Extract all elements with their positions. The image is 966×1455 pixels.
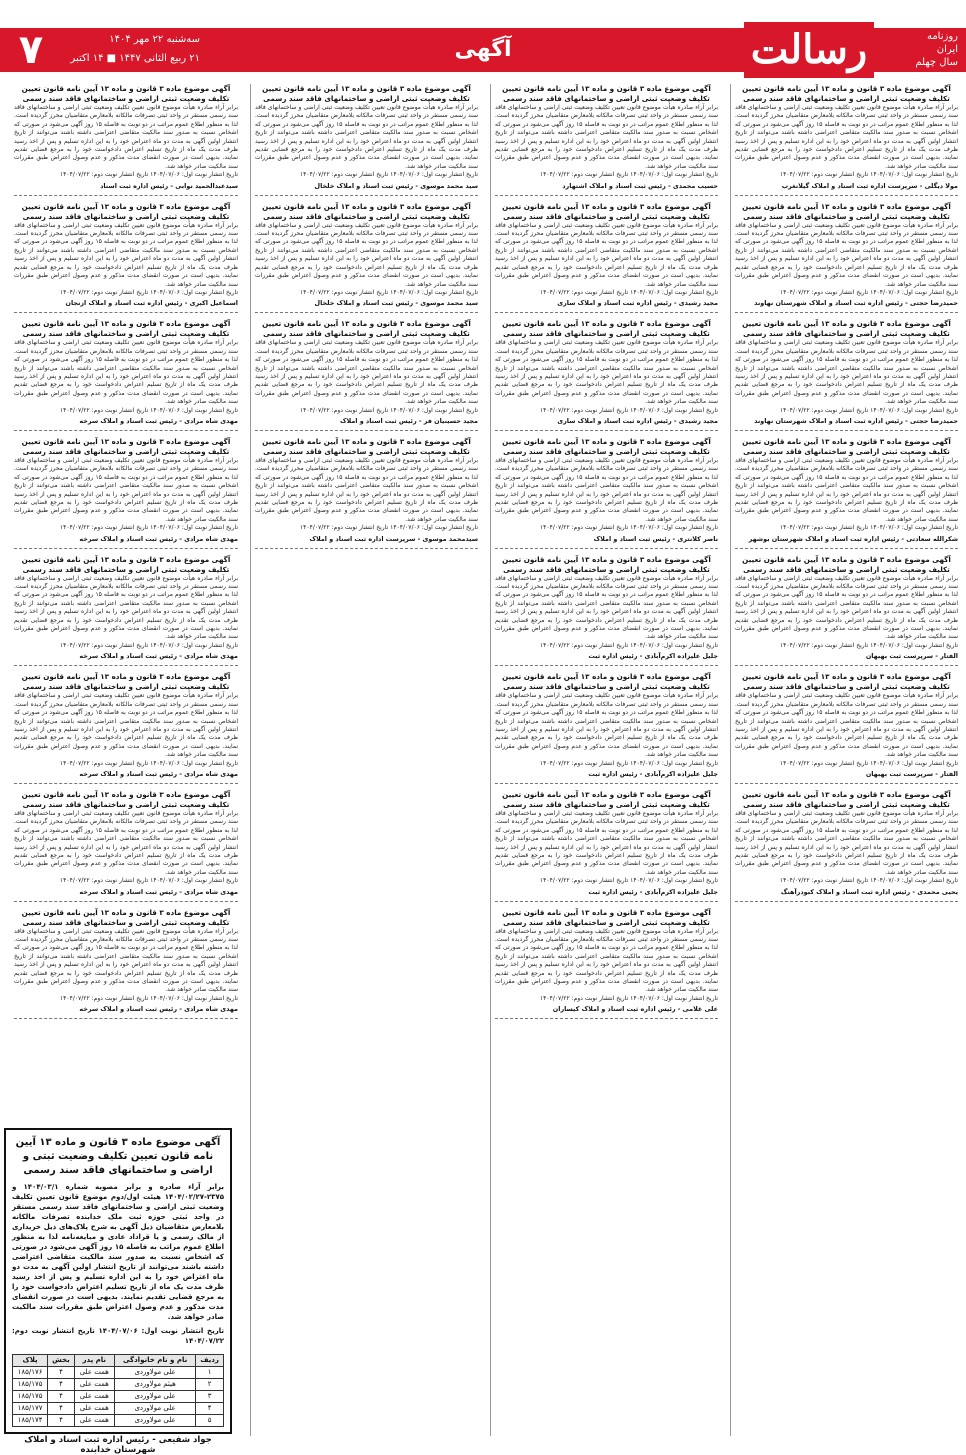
notice-title: آگهی موضوع ماده ۳ قانون و ماده ۱۳ آیین نامه قانون تعیین تکلیف وضعیت ثبتی اراضی و ساختمانهای فاقد سند رسمی (502, 436, 711, 456)
notice-signature: مجید حسینیان فر - رئیس ثبت اسناد و املاک (339, 416, 478, 425)
legal-notice (495, 790, 718, 902)
notice-body: برابر آراء صادره هیأت موضوع قانون تعیین تکلیف وضعیت ثبتی اراضی و ساختمانهای فاقد سند رسمی مستقر در واحد ثبتی تصرفات مالکانه بلامعارض متقاضیان محرز گردیده است. لذا به منظور اطلاع عموم مراتب در دو نوبت به فاصله ۱۵ روز آگهی می‌شود در صورتی که اشخاص نسبت به صدور سند مالکیت متقاضی اعتراضی داشته باشند می‌توانند از تاریخ انتشار اولین آگهی به مدت دو ماه اعتراض خود را به این اداره تسلیم و پس از اخذ رسید ظرف مدت یک ماه از تاریخ تسلیم اعتراض دادخواست خود را به مرجع قضایی تقدیم نمایند. بدیهی است در صورت انقضای مدت مذکور و عدم وصول اعتراض طبق مقررات سند مالکیت صادر خواهد شد. (735, 692, 958, 759)
legal-notice (735, 555, 958, 667)
notice-body: برابر آراء صادره هیأت موضوع قانون تعیین تکلیف وضعیت ثبتی اراضی و ساختمانهای فاقد سند رسمی مستقر در واحد ثبتی تصرفات مالکانه بلامعارض متقاضیان محرز گردیده است. لذا به منظور اطلاع عموم مراتب در دو نوبت به فاصله ۱۵ روز آگهی می‌شود در صورتی که اشخاص نسبت به صدور سند مالکیت متقاضی اعتراضی داشته باشند می‌توانند از تاریخ انتشار اولین آگهی به مدت دو ماه اعتراض خود را به این اداره تسلیم و پس از اخذ رسید ظرف مدت یک ماه از تاریخ تسلیم اعتراض دادخواست خود را به مرجع قضایی تقدیم نمایند. بدیهی است در صورت انقضای مدت مذکور و عدم وصول اعتراض طبق مقررات سند مالکیت صادر خواهد شد. (255, 104, 478, 170)
notice-dates: تاریخ انتشار نوبت اول: ۱۴۰۴/۰۷/۰۶ تاریخ انتشار نوبت دوم: ۱۴۰۴/۰۷/۲۲ (59, 288, 238, 296)
notice-signature: مولا دیگلی - سرپرست اداره ثبت اسناد و املاک گیلانغرب (781, 181, 958, 190)
notice-dates: تاریخ انتشار نوبت اول: ۱۴۰۴/۰۷/۰۶ تاریخ انتشار نوبت دوم: ۱۴۰۴/۰۷/۲۲ (779, 171, 958, 179)
notice-body: برابر آراء صادره هیأت موضوع قانون تعیین تکلیف وضعیت ثبتی اراضی و ساختمانهای فاقد سند رسمی مستقر در واحد ثبتی تصرفات مالکانه بلامعارض متقاضیان محرز گردیده است. لذا به منظور اطلاع عموم مراتب در دو نوبت به فاصله ۱۵ روز آگهی می‌شود در صورتی که اشخاص نسبت به صدور سند مالکیت متقاضی اعتراضی داشته باشند می‌توانند از تاریخ انتشار اولین آگهی به مدت دو ماه اعتراض خود را به این اداره تسلیم و پس از اخذ رسید ظرف مدت یک ماه از تاریخ تسلیم اعتراض دادخواست خود را به مرجع قضایی تقدیم نمایند. بدیهی است در صورت انقضای مدت مذکور و عدم وصول اعتراض طبق مقررات سند مالکیت صادر خواهد شد. (495, 692, 718, 759)
header-row-num: ردیف (196, 1355, 224, 1367)
table-cell: علی مولاوردی (114, 1367, 195, 1379)
notice-title: آگهی موضوع ماده ۳ قانون و ماده ۱۳ آیین نامه قانون تعیین تکلیف وضعیت ثبتی اراضی و ساختمانهای فاقد سند رسمی (742, 554, 951, 574)
legal-notice (495, 202, 718, 314)
notice-title: آگهی موضوع ماده ۳ قانون و ماده ۱۳ آیین نامه قانون تعیین تکلیف وضعیت ثبتی اراضی و ساختمانهای فاقد سند رسمی (742, 84, 951, 103)
year-label: سال چهلم (915, 57, 958, 68)
notice-title: آگهی موضوع ماده ۳ قانون و ماده ۱۳ آیین نامه قانون تعیین تکلیف وضعیت ثبتی اراضی و ساختمانهای فاقد سند رسمی (502, 789, 711, 809)
legal-notice (735, 84, 958, 196)
table-cell: علی مولاوردی (114, 1415, 195, 1427)
table-cell: علی مولاوردی (114, 1403, 195, 1415)
notice-dates: تاریخ انتشار نوبت اول: ۱۴۰۴/۰۷/۰۶ تاریخ انتشار نوبت دوم: ۱۴۰۴/۰۷/۲۲ (539, 524, 718, 532)
notice-title: آگهی موضوع ماده ۳ قانون و ماده ۱۳ آیین نامه قانون تعیین تکلیف وضعیت ثبتی اراضی و ساختمانهای فاقد سند رسمی (742, 436, 951, 456)
notice-body: برابر آراء صادره هیأت موضوع قانون تعیین تکلیف وضعیت ثبتی اراضی و ساختمانهای فاقد سند رسمی مستقر در واحد ثبتی تصرفات مالکانه بلامعارض متقاضیان محرز گردیده است. لذا به منظور اطلاع عموم مراتب در دو نوبت به فاصله ۱۵ روز آگهی می‌شود در صورتی که اشخاص نسبت به صدور سند مالکیت متقاضی اعتراضی داشته باشند می‌توانند از تاریخ انتشار اولین آگهی به مدت دو ماه اعتراض خود را به این اداره تسلیم و پس از اخذ رسید ظرف مدت یک ماه از تاریخ تسلیم اعتراض دادخواست خود را به مرجع قضایی تقدیم نمایند. بدیهی است در صورت انقضای مدت مذکور و عدم وصول اعتراض طبق مقررات سند مالکیت صادر خواهد شد. (255, 339, 478, 406)
notice-dates: تاریخ انتشار نوبت اول: ۱۴۰۴/۰۷/۰۶ تاریخ انتشار نوبت دوم: ۱۴۰۴/۰۷/۲۲ (59, 641, 238, 649)
notice-body: برابر آراء صادره هیأت موضوع قانون تعیین تکلیف وضعیت ثبتی اراضی و ساختمانهای فاقد سند رسمی مستقر در واحد ثبتی تصرفات مالکانه بلامعارض متقاضیان محرز گردیده است. لذا به منظور اطلاع عموم مراتب در دو نوبت به فاصله ۱۵ روز آگهی می‌شود در صورتی که اشخاص نسبت به صدور سند مالکیت متقاضی اعتراضی داشته باشند می‌توانند از تاریخ انتشار اولین آگهی به مدت دو ماه اعتراض خود را به این اداره تسلیم و پس از اخذ رسید ظرف مدت یک ماه از تاریخ تسلیم اعتراض دادخواست خود را به مرجع قضایی تقدیم نمایند. بدیهی است در صورت انقضای مدت مذکور و عدم وصول اعتراض طبق مقررات سند مالکیت صادر خواهد شد. (495, 574, 718, 641)
brand-line-1: روزنامه (926, 31, 958, 42)
table-cell: ۱۸۵/۱۷۵ (13, 1391, 48, 1403)
notice-signature: جلیل علیزاده اکرم‌آبادی - رئیس اداره ثبت (588, 652, 718, 661)
header-section: بخش (48, 1355, 75, 1367)
table-cell: ۱۸۵/۱۷۷ (13, 1403, 48, 1415)
notice-title: آگهی موضوع ماده ۳ قانون و ماده ۱۳ آیین نامه قانون تعیین تکلیف وضعیت ثبتی اراضی و ساختمانهای فاقد سند رسمی (262, 201, 471, 221)
notice-dates: تاریخ انتشار نوبت اول: ۱۴۰۴/۰۷/۰۶ تاریخ انتشار نوبت دوم: ۱۴۰۴/۰۷/۲۲ (539, 877, 718, 885)
notice-dates: تاریخ انتشار نوبت اول: ۱۴۰۴/۰۷/۰۶ تاریخ انتشار نوبت دوم: ۱۴۰۴/۰۷/۲۲ (299, 524, 478, 532)
notice-dates: تاریخ انتشار نوبت اول: ۱۴۰۴/۰۷/۰۶ تاریخ انتشار نوبت دوم: ۱۴۰۴/۰۷/۲۲ (539, 171, 718, 179)
legal-notice (255, 202, 478, 314)
notice-dates: تاریخ انتشار نوبت اول: ۱۴۰۴/۰۷/۰۶ تاریخ انتشار نوبت دوم: ۱۴۰۴/۰۷/۲۲ (779, 406, 958, 414)
legal-notice (14, 790, 238, 902)
newspaper-logo: رسالت (744, 22, 874, 78)
notice-dates: تاریخ انتشار نوبت اول: ۱۴۰۴/۰۷/۰۶ تاریخ انتشار نوبت دوم: ۱۴۰۴/۰۷/۲۲ (299, 288, 478, 296)
table-cell: همت علی (74, 1367, 114, 1379)
notice-signature: ناصر کلانتری - رئیس ثبت اسناد و املاک (593, 534, 718, 543)
newspaper-issue-info (878, 30, 958, 70)
notice-body: برابر آراء صادره هیأت موضوع قانون تعیین تکلیف وضعیت ثبتی اراضی و ساختمانهای فاقد سند رسمی مستقر در واحد ثبتی تصرفات مالکانه بلامعارض متقاضیان محرز گردیده است. لذا به منظور اطلاع عموم مراتب در دو نوبت به فاصله ۱۵ روز آگهی می‌شود در صورتی که اشخاص نسبت به صدور سند مالکیت متقاضی اعتراضی داشته باشند می‌توانند از تاریخ انتشار اولین آگهی به مدت دو ماه اعتراض خود را به این اداره تسلیم و پس از اخذ رسید ظرف مدت یک ماه از تاریخ تسلیم اعتراض دادخواست خود را به مرجع قضایی تقدیم نمایند. بدیهی است در صورت انقضای مدت مذکور و عدم وصول اعتراض طبق مقررات سند مالکیت صادر خواهد شد. (495, 809, 718, 876)
legal-notice (14, 319, 238, 431)
legal-notice (14, 908, 238, 1020)
header-plaque: پلاک (13, 1355, 48, 1367)
notice-dates: تاریخ انتشار نوبت اول: ۱۴۰۴/۰۷/۰۶ تاریخ انتشار نوبت دوم: ۱۴۰۴/۰۷/۲۲ (539, 288, 718, 296)
notice-dates: تاریخ انتشار نوبت اول: ۱۴۰۴/۰۷/۰۶ تاریخ انتشار نوبت دوم: ۱۴۰۴/۰۷/۲۲ (59, 877, 238, 885)
notice-signature: حسیب محمدی - رئیس ثبت اسناد و املاک اشتهارد (562, 181, 718, 190)
notice-dates: تاریخ انتشار نوبت اول: ۱۴۰۴/۰۷/۰۶ تاریخ انتشار نوبت دوم: ۱۴۰۴/۰۷/۲۲ (59, 406, 238, 414)
notice-signature: مهدی شاه مرادی - رئیس ثبت اسناد و املاک سرخه (79, 416, 238, 425)
notice-title: آگهی موضوع ماده ۳ قانون و ماده ۱۳ آیین نامه قانون تعیین تکلیف وضعیت ثبتی اراضی و ساختمانهای فاقد سند رسمی (502, 319, 711, 339)
notice-body: برابر آراء صادره هیأت موضوع قانون تعیین تکلیف وضعیت ثبتی اراضی و ساختمانهای فاقد سند رسمی مستقر در واحد ثبتی تصرفات مالکانه بلامعارض متقاضیان محرز گردیده است. لذا به منظور اطلاع عموم مراتب در دو نوبت به فاصله ۱۵ روز آگهی می‌شود در صورتی که اشخاص نسبت به صدور سند مالکیت متقاضی اعتراضی داشته باشند می‌توانند از تاریخ انتشار اولین آگهی به مدت دو ماه اعتراض خود را به این اداره تسلیم و پس از اخذ رسید ظرف مدت یک ماه از تاریخ تسلیم اعتراض دادخواست خود را به مرجع قضایی تقدیم نمایند. بدیهی است در صورت انقضای مدت مذکور و عدم وصول اعتراض طبق مقررات سند مالکیت صادر خواهد شد. (735, 574, 958, 641)
notice-signature: سیدمحمد موسوی - سرپرست اداره ثبت اسناد و املاک (309, 534, 478, 543)
notice-title: آگهی موضوع ماده ۳ قانون و ماده ۱۳ آیین نامه قانون تعیین تکلیف وضعیت ثبتی اراضی و ساختمانهای فاقد سند رسمی (262, 319, 471, 339)
notice-signature: الفتار - سرپرست ثبت بهبهان (865, 769, 958, 778)
notice-signature: جلیل علیزاده اکرم‌آبادی - رئیس اداره ثبت (588, 769, 718, 778)
page-number: ۷ (18, 27, 44, 73)
date-line-2: ۲۱ ربیع الثانی ۱۴۴۷ ■ ۱۴ اکتبر ۲۰۲۵ (70, 53, 200, 83)
notice-dates: تاریخ انتشار نوبت اول: ۱۴۰۴/۰۷/۰۶ تاریخ انتشار نوبت دوم: ۱۴۰۴/۰۷/۲۲ (59, 994, 238, 1002)
legal-notice (495, 319, 718, 431)
notice-title: آگهی موضوع ماده ۳ قانون و ماده ۱۳ آیین نامه قانون تعیین تکلیف وضعیت ثبتی اراضی و ساختمانهای فاقد سند رسمی (502, 84, 711, 103)
notice-signature: یحیی محمدی - رئیس اداره ثبت اسناد و املاک کبودرآهنگ (780, 887, 958, 896)
notice-body: برابر آراء صادره هیأت موضوع قانون تعیین تکلیف وضعیت ثبتی اراضی و ساختمانهای فاقد سند رسمی مستقر در واحد ثبتی تصرفات مالکانه بلامعارض متقاضیان محرز گردیده است. لذا به منظور اطلاع عموم مراتب در دو نوبت به فاصله ۱۵ روز آگهی می‌شود در صورتی که اشخاص نسبت به صدور سند مالکیت متقاضی اعتراضی داشته باشند می‌توانند از تاریخ انتشار اولین آگهی به مدت دو ماه اعتراض خود را به این اداره تسلیم و پس از اخذ رسید ظرف مدت یک ماه از تاریخ تسلیم اعتراض دادخواست خود را به مرجع قضایی تقدیم نمایند. بدیهی است در صورت انقضای مدت مذکور و عدم وصول اعتراض طبق مقررات سند مالکیت صادر خواهد شد. (14, 927, 238, 994)
legal-notice (735, 790, 958, 902)
notice-title: آگهی موضوع ماده ۳ قانون و ماده ۱۳ آیین نامه قانون تعیین تکلیف وضعیت ثبتی اراضی و ساختمانهای فاقد سند رسمی (502, 672, 711, 692)
notice-body: برابر آراء صادره هیأت موضوع قانون تعیین تکلیف وضعیت ثبتی اراضی و ساختمانهای فاقد سند رسمی مستقر در واحد ثبتی تصرفات مالکانه بلامعارض متقاضیان محرز گردیده است. لذا به منظور اطلاع عموم مراتب در دو نوبت به فاصله ۱۵ روز آگهی می‌شود در صورتی که اشخاص نسبت به صدور سند مالکیت متقاضی اعتراضی داشته باشند می‌توانند از تاریخ انتشار اولین آگهی به مدت دو ماه اعتراض خود را به این اداره تسلیم و پس از اخذ رسید ظرف مدت یک ماه از تاریخ تسلیم اعتراض دادخواست خود را به مرجع قضایی تقدیم نمایند. بدیهی است در صورت انقضای مدت مذکور و عدم وصول اعتراض طبق مقررات سند مالکیت صادر خواهد شد. (14, 221, 238, 288)
notice-signature: شکرالله سعادتی - رئیس اداره ثبت اسناد و املاک شهرستان بوشهر (748, 534, 958, 543)
notice-signature: مهدی شاه مرادی - رئیس ثبت اسناد و املاک سرخه (79, 887, 238, 896)
legal-notice (14, 555, 238, 667)
notice-title: آگهی موضوع ماده ۳ قانون و ماده ۱۳ آیین نامه قانون تعیین تکلیف وضعیت ثبتی اراضی و ساختمانهای فاقد سند رسمی (21, 201, 231, 221)
ads-column-3 (250, 84, 482, 1436)
table-row (13, 1403, 224, 1415)
notice-signature: مجید رشیدی - رئیس اداره ثبت اسناد و املاک ساری (557, 416, 718, 425)
box-ad-dates: تاریخ انتشار نوبت اول: ۱۴۰۴/۰۷/۰۶ تاریخ انتشار نوبت دوم: ۱۴۰۴/۰۷/۲۲ (12, 1327, 224, 1345)
notice-body: برابر آراء صادره هیأت موضوع قانون تعیین تکلیف وضعیت ثبتی اراضی و ساختمانهای فاقد سند رسمی مستقر در واحد ثبتی تصرفات مالکانه بلامعارض متقاضیان محرز گردیده است. لذا به منظور اطلاع عموم مراتب در دو نوبت به فاصله ۱۵ روز آگهی می‌شود در صورتی که اشخاص نسبت به صدور سند مالکیت متقاضی اعتراضی داشته باشند می‌توانند از تاریخ انتشار اولین آگهی به مدت دو ماه اعتراض خود را به این اداره تسلیم و پس از اخذ رسید ظرف مدت یک ماه از تاریخ تسلیم اعتراض دادخواست خود را به مرجع قضایی تقدیم نمایند. بدیهی است در صورت انقضای مدت مذکور و عدم وصول اعتراض طبق مقررات سند مالکیت صادر خواهد شد. (14, 809, 238, 876)
notice-body: برابر آراء صادره هیأت موضوع قانون تعیین تکلیف وضعیت ثبتی اراضی و ساختمانهای فاقد سند رسمی مستقر در واحد ثبتی تصرفات مالکانه بلامعارض متقاضیان محرز گردیده است. لذا به منظور اطلاع عموم مراتب در دو نوبت به فاصله ۱۵ روز آگهی می‌شود در صورتی که اشخاص نسبت به صدور سند مالکیت متقاضی اعتراضی داشته باشند می‌توانند از تاریخ انتشار اولین آگهی به مدت دو ماه اعتراض خود را به این اداره تسلیم و پس از اخذ رسید ظرف مدت یک ماه از تاریخ تسلیم اعتراض دادخواست خود را به مرجع قضایی تقدیم نمایند. بدیهی است در صورت انقضای مدت مذکور و عدم وصول اعتراض طبق مقررات سند مالکیت صادر خواهد شد. (735, 809, 958, 876)
notice-title: آگهی موضوع ماده ۳ قانون و ماده ۱۳ آیین نامه قانون تعیین تکلیف وضعیت ثبتی اراضی و ساختمانهای فاقد سند رسمی (21, 554, 231, 574)
legal-notice (735, 319, 958, 431)
legal-notice (255, 319, 478, 431)
notice-title: آگهی موضوع ماده ۳ قانون و ماده ۱۳ آیین نامه قانون تعیین تکلیف وضعیت ثبتی اراضی و ساختمانهای فاقد سند رسمی (262, 84, 471, 103)
notice-signature: سید محمد موسوی - رئیس ثبت اسناد و املاک خلخال (314, 299, 478, 308)
notice-body: برابر آراء صادره هیأت موضوع قانون تعیین تکلیف وضعیت ثبتی اراضی و ساختمانهای فاقد سند رسمی مستقر در واحد ثبتی تصرفات مالکانه بلامعارض متقاضیان محرز گردیده است. لذا به منظور اطلاع عموم مراتب در دو نوبت به فاصله ۱۵ روز آگهی می‌شود در صورتی که اشخاص نسبت به صدور سند مالکیت متقاضی اعتراضی داشته باشند می‌توانند از تاریخ انتشار اولین آگهی به مدت دو ماه اعتراض خود را به این اداره تسلیم و پس از اخذ رسید ظرف مدت یک ماه از تاریخ تسلیم اعتراض دادخواست خود را به مرجع قضایی تقدیم نمایند. بدیهی است در صورت انقضای مدت مذکور و عدم وصول اعتراض طبق مقررات سند مالکیت صادر خواهد شد. (495, 339, 718, 406)
notice-title: آگهی موضوع ماده ۳ قانون و ماده ۱۳ آیین نامه قانون تعیین تکلیف وضعیت ثبتی اراضی و ساختمانهای فاقد سند رسمی (742, 319, 951, 339)
legal-notice (495, 672, 718, 784)
legal-notice (735, 672, 958, 784)
box-ad-title: آگهی موضوع ماده ۳ قانون و ماده ۱۳ آیین نامه قانون تعیین تکلیف وضعیت ثبتی و اراضی و ساختمانهای فاقد سند رسمی (15, 1137, 221, 1176)
notice-title: آگهی موضوع ماده ۳ قانون و ماده ۱۳ آیین نامه قانون تعیین تکلیف وضعیت ثبتی اراضی و ساختمانهای فاقد سند رسمی (502, 554, 711, 574)
notice-signature: حمیدرضا حجتی - رئیس اداره ثبت اسناد و املاک شهرستان نهاوند (754, 416, 958, 425)
legal-notice (735, 437, 958, 549)
notice-title: آگهی موضوع ماده ۳ قانون و ماده ۱۳ آیین نامه قانون تعیین تکلیف وضعیت ثبتی اراضی و ساختمانهای فاقد سند رسمی (21, 789, 231, 809)
notice-title: آگهی موضوع ماده ۳ قانون و ماده ۱۳ آیین نامه قانون تعیین تکلیف وضعیت ثبتی اراضی و ساختمانهای فاقد سند رسمی (262, 436, 471, 456)
notice-title: آگهی موضوع ماده ۳ قانون و ماده ۱۳ آیین نامه قانون تعیین تکلیف وضعیت ثبتی اراضی و ساختمانهای فاقد سند رسمی (21, 319, 231, 339)
notice-dates: تاریخ انتشار نوبت اول: ۱۴۰۴/۰۷/۰۶ تاریخ انتشار نوبت دوم: ۱۴۰۴/۰۷/۲۲ (539, 641, 718, 649)
box-ad-body: برابر آراء صادره و برابر مصوبه شماره ۱۴۰۴/۰۳/۱ و ۲۳۷۵-۱۴۰۴/۰۲/۲۷ هیئت اول/دوم موضوع قانون تعیین تکلیف وضعیت ثبتی اراضی و ساختمانهای فاقد سند رسمی مستقر در واحد ثبتی حوزه ثبت ملک خدابنده تصرفات مالکانه بلامعارض متقاضیان ذیل آگهی به شرح پلاک‌های ذیل خریداری از مالک رسمی و یا قراداد عادی و مبایعه‌نامه لذا به منظور اطلاع عموم مراتب به فاصله ۱۵ روز آگهی می‌شود در صورتی که اشخاص نسبت به صدور سند مالکیت متقاضی اعتراضی داشته باشند می‌توانند از تاریخ انتشار اولین آگهی به مدت دو ماه اعتراض خود را به این اداره تسلیم و پس از اخذ رسید ظرف مدت یک ماه از تاریخ تسلیم اعتراض دادخواست خود را به مرجع قضایی تقدیم نمایند. بدیهی است در صورت انقضای مدت مذکور و عدم وصول اعتراض طبق مقررات سند مالکیت صادر خواهد شد. (12, 1183, 224, 1321)
table-cell: ۱۸۵/۱۷۴ (13, 1415, 48, 1427)
table-cell: ۴ (196, 1403, 224, 1415)
header-name: نام و نام خانوادگی (114, 1355, 195, 1367)
notice-dates: تاریخ انتشار نوبت اول: ۱۴۰۴/۰۷/۰۶ تاریخ انتشار نوبت دوم: ۱۴۰۴/۰۷/۲۲ (779, 641, 958, 649)
notice-body: برابر آراء صادره هیأت موضوع قانون تعیین تکلیف وضعیت ثبتی اراضی و ساختمانهای فاقد سند رسمی مستقر در واحد ثبتی تصرفات مالکانه بلامعارض متقاضیان محرز گردیده است. لذا به منظور اطلاع عموم مراتب در دو نوبت به فاصله ۱۵ روز آگهی می‌شود در صورتی که اشخاص نسبت به صدور سند مالکیت متقاضی اعتراضی داشته باشند می‌توانند از تاریخ انتشار اولین آگهی به مدت دو ماه اعتراض خود را به این اداره تسلیم و پس از اخذ رسید ظرف مدت یک ماه از تاریخ تسلیم اعتراض دادخواست خود را به مرجع قضایی تقدیم نمایند. بدیهی است در صورت انقضای مدت مذکور و عدم وصول اعتراض طبق مقررات سند مالکیت صادر خواهد شد. (735, 339, 958, 406)
notice-dates: تاریخ انتشار نوبت اول: ۱۴۰۴/۰۷/۰۶ تاریخ انتشار نوبت دوم: ۱۴۰۴/۰۷/۲۲ (779, 877, 958, 885)
owners-table-body (13, 1367, 224, 1427)
notice-dates: تاریخ انتشار نوبت اول: ۱۴۰۴/۰۷/۰۶ تاریخ انتشار نوبت دوم: ۱۴۰۴/۰۷/۲۲ (299, 171, 478, 179)
notice-dates: تاریخ انتشار نوبت اول: ۱۴۰۴/۰۷/۰۶ تاریخ انتشار نوبت دوم: ۱۴۰۴/۰۷/۲۲ (59, 759, 238, 767)
table-cell: همت علی (74, 1415, 114, 1427)
notice-signature: مهدی شاه مرادی - رئیس ثبت اسناد و املاک سرخه (79, 652, 238, 661)
notice-body: برابر آراء صادره هیأت موضوع قانون تعیین تکلیف وضعیت ثبتی اراضی و ساختمانهای فاقد سند رسمی مستقر در واحد ثبتی تصرفات مالکانه بلامعارض متقاضیان محرز گردیده است. لذا به منظور اطلاع عموم مراتب در دو نوبت به فاصله ۱۵ روز آگهی می‌شود در صورتی که اشخاص نسبت به صدور سند مالکیت متقاضی اعتراضی داشته باشند می‌توانند از تاریخ انتشار اولین آگهی به مدت دو ماه اعتراض خود را به این اداره تسلیم و پس از اخذ رسید ظرف مدت یک ماه از تاریخ تسلیم اعتراض دادخواست خود را به مرجع قضایی تقدیم نمایند. بدیهی است در صورت انقضای مدت مذکور و عدم وصول اعتراض طبق مقررات سند مالکیت صادر خواهد شد. (735, 456, 958, 523)
legal-notice (14, 202, 238, 314)
notice-signature: سیدعبدالحمید نوابی - رئیس اداره ثبت اسناد (100, 181, 238, 190)
table-cell: ۱۸۵/۱۷۵ (13, 1379, 48, 1391)
notice-signature: سید محمد موسوی - رئیس ثبت اسناد و املاک خلخال (314, 181, 478, 190)
notice-title: آگهی موضوع ماده ۳ قانون و ماده ۱۳ آیین نامه قانون تعیین تکلیف وضعیت ثبتی اراضی و ساختمانهای فاقد سند رسمی (21, 672, 231, 692)
header-father: نام پدر (74, 1355, 114, 1367)
notice-signature: جلیل علیزاده اکرم‌آبادی - رئیس اداره ثبت (588, 887, 718, 896)
table-cell: ۴ (48, 1415, 75, 1427)
legal-notice (495, 908, 718, 1020)
notice-signature: مجید رشیدی - رئیس اداره ثبت اسناد و املاک ساری (557, 299, 718, 308)
table-cell: ۱۸۵/۱۷۶ (13, 1367, 48, 1379)
notice-title: آگهی موضوع ماده ۳ قانون و ماده ۱۳ آیین نامه قانون تعیین تکلیف وضعیت ثبتی اراضی و ساختمانهای فاقد سند رسمی (502, 907, 711, 927)
table-cell: همت علی (74, 1391, 114, 1403)
notice-title: آگهی موضوع ماده ۳ قانون و ماده ۱۳ آیین نامه قانون تعیین تکلیف وضعیت ثبتی اراضی و ساختمانهای فاقد سند رسمی (21, 436, 231, 456)
notice-dates: تاریخ انتشار نوبت اول: ۱۴۰۴/۰۷/۰۶ تاریخ انتشار نوبت دوم: ۱۴۰۴/۰۷/۲۲ (59, 171, 238, 179)
notice-body: برابر آراء صادره هیأت موضوع قانون تعیین تکلیف وضعیت ثبتی اراضی و ساختمانهای فاقد سند رسمی مستقر در واحد ثبتی تصرفات مالکانه بلامعارض متقاضیان محرز گردیده است. لذا به منظور اطلاع عموم مراتب در دو نوبت به فاصله ۱۵ روز آگهی می‌شود در صورتی که اشخاص نسبت به صدور سند مالکیت متقاضی اعتراضی داشته باشند می‌توانند از تاریخ انتشار اولین آگهی به مدت دو ماه اعتراض خود را به این اداره تسلیم و پس از اخذ رسید ظرف مدت یک ماه از تاریخ تسلیم اعتراض دادخواست خود را به مرجع قضایی تقدیم نمایند. بدیهی است در صورت انقضای مدت مذکور و عدم وصول اعتراض طبق مقررات سند مالکیت صادر خواهد شد. (735, 104, 958, 170)
table-cell: ۱ (196, 1367, 224, 1379)
section-title: آگهی (454, 37, 512, 62)
legal-notice (495, 555, 718, 667)
notice-signature: علی غلامی - رئیس اداره ثبت اسناد و املاک کیساران (552, 1005, 718, 1014)
box-ad-signature: جواد شفیعی - رئیس اداره ثبت اسناد و املاک شهرستان خدابنده (24, 1435, 212, 1455)
notice-dates: تاریخ انتشار نوبت اول: ۱۴۰۴/۰۷/۰۶ تاریخ انتشار نوبت دوم: ۱۴۰۴/۰۷/۲۲ (299, 406, 478, 414)
legal-notice (255, 437, 478, 549)
legal-notice (255, 84, 478, 196)
newspaper-header (0, 0, 966, 83)
table-cell: ۴ (48, 1403, 75, 1415)
notice-body: برابر آراء صادره هیأت موضوع قانون تعیین تکلیف وضعیت ثبتی اراضی و ساختمانهای فاقد سند رسمی مستقر در واحد ثبتی تصرفات مالکانه بلامعارض متقاضیان محرز گردیده است. لذا به منظور اطلاع عموم مراتب در دو نوبت به فاصله ۱۵ روز آگهی می‌شود در صورتی که اشخاص نسبت به صدور سند مالکیت متقاضی اعتراضی داشته باشند می‌توانند از تاریخ انتشار اولین آگهی به مدت دو ماه اعتراض خود را به این اداره تسلیم و پس از اخذ رسید ظرف مدت یک ماه از تاریخ تسلیم اعتراض دادخواست خود را به مرجع قضایی تقدیم نمایند. بدیهی است در صورت انقضای مدت مذکور و عدم وصول اعتراض طبق مقررات سند مالکیت صادر خواهد شد. (495, 927, 718, 994)
table-cell: هیثم مولاوردی (114, 1379, 195, 1391)
notice-title: آگهی موضوع ماده ۳ قانون و ماده ۱۳ آیین نامه قانون تعیین تکلیف وضعیت ثبتی اراضی و ساختمانهای فاقد سند رسمی (21, 907, 231, 927)
legal-notice (735, 202, 958, 314)
notice-body: برابر آراء صادره هیأت موضوع قانون تعیین تکلیف وضعیت ثبتی اراضی و ساختمانهای فاقد سند رسمی مستقر در واحد ثبتی تصرفات مالکانه بلامعارض متقاضیان محرز گردیده است. لذا به منظور اطلاع عموم مراتب در دو نوبت به فاصله ۱۵ روز آگهی می‌شود در صورتی که اشخاص نسبت به صدور سند مالکیت متقاضی اعتراضی داشته باشند می‌توانند از تاریخ انتشار اولین آگهی به مدت دو ماه اعتراض خود را به این اداره تسلیم و پس از اخذ رسید ظرف مدت یک ماه از تاریخ تسلیم اعتراض دادخواست خود را به مرجع قضایی تقدیم نمایند. بدیهی است در صورت انقضای مدت مذکور و عدم وصول اعتراض طبق مقررات سند مالکیت صادر خواهد شد. (14, 574, 238, 641)
legal-notice (14, 672, 238, 784)
notice-signature: الفتار - سرپرست ثبت بهبهان (865, 652, 958, 661)
legal-notice (495, 84, 718, 196)
table-row (13, 1379, 224, 1391)
table-cell: ۴ (48, 1391, 75, 1403)
table-cell: ۴ (48, 1379, 75, 1391)
table-cell: ۵ (196, 1415, 224, 1427)
notice-body: برابر آراء صادره هیأت موضوع قانون تعیین تکلیف وضعیت ثبتی اراضی و ساختمانهای فاقد سند رسمی مستقر در واحد ثبتی تصرفات مالکانه بلامعارض متقاضیان محرز گردیده است. لذا به منظور اطلاع عموم مراتب در دو نوبت به فاصله ۱۵ روز آگهی می‌شود در صورتی که اشخاص نسبت به صدور سند مالکیت متقاضی اعتراضی داشته باشند می‌توانند از تاریخ انتشار اولین آگهی به مدت دو ماه اعتراض خود را به این اداره تسلیم و پس از اخذ رسید ظرف مدت یک ماه از تاریخ تسلیم اعتراض دادخواست خود را به مرجع قضایی تقدیم نمایند. بدیهی است در صورت انقضای مدت مذکور و عدم وصول اعتراض طبق مقررات سند مالکیت صادر خواهد شد. (14, 339, 238, 406)
notice-dates: تاریخ انتشار نوبت اول: ۱۴۰۴/۰۷/۰۶ تاریخ انتشار نوبت دوم: ۱۴۰۴/۰۷/۲۲ (539, 406, 718, 414)
notice-title: آگهی موضوع ماده ۳ قانون و ماده ۱۳ آیین نامه قانون تعیین تکلیف وضعیت ثبتی اراضی و ساختمانهای فاقد سند رسمی (21, 84, 231, 103)
notice-signature: اسماعیل اکبری - رئیس اداره ثبت اسناد و املاک ازنجان (65, 299, 238, 308)
notice-body: برابر آراء صادره هیأت موضوع قانون تعیین تکلیف وضعیت ثبتی اراضی و ساختمانهای فاقد سند رسمی مستقر در واحد ثبتی تصرفات مالکانه بلامعارض متقاضیان محرز گردیده است. لذا به منظور اطلاع عموم مراتب در دو نوبت به فاصله ۱۵ روز آگهی می‌شود در صورتی که اشخاص نسبت به صدور سند مالکیت متقاضی اعتراضی داشته باشند می‌توانند از تاریخ انتشار اولین آگهی به مدت دو ماه اعتراض خود را به این اداره تسلیم و پس از اخذ رسید ظرف مدت یک ماه از تاریخ تسلیم اعتراض دادخواست خود را به مرجع قضایی تقدیم نمایند. بدیهی است در صورت انقضای مدت مذکور و عدم وصول اعتراض طبق مقررات سند مالکیت صادر خواهد شد. (495, 456, 718, 523)
owners-table (12, 1354, 224, 1427)
notice-body: برابر آراء صادره هیأت موضوع قانون تعیین تکلیف وضعیت ثبتی اراضی و ساختمانهای فاقد سند رسمی مستقر در واحد ثبتی تصرفات مالکانه بلامعارض متقاضیان محرز گردیده است. لذا به منظور اطلاع عموم مراتب در دو نوبت به فاصله ۱۵ روز آگهی می‌شود در صورتی که اشخاص نسبت به صدور سند مالکیت متقاضی اعتراضی داشته باشند می‌توانند از تاریخ انتشار اولین آگهی به مدت دو ماه اعتراض خود را به این اداره تسلیم و پس از اخذ رسید ظرف مدت یک ماه از تاریخ تسلیم اعتراض دادخواست خود را به مرجع قضایی تقدیم نمایند. بدیهی است در صورت انقضای مدت مذکور و عدم وصول اعتراض طبق مقررات سند مالکیت صادر خواهد شد. (14, 104, 238, 170)
table-cell: همت علی (74, 1379, 114, 1391)
table-cell: همت علی (74, 1403, 114, 1415)
table-cell: ۴ (48, 1367, 75, 1379)
ads-column-1 (730, 84, 962, 1436)
notice-dates: تاریخ انتشار نوبت اول: ۱۴۰۴/۰۷/۰۶ تاریخ انتشار نوبت دوم: ۱۴۰۴/۰۷/۲۲ (779, 524, 958, 532)
notice-title: آگهی موضوع ماده ۳ قانون و ماده ۱۳ آیین نامه قانون تعیین تکلیف وضعیت ثبتی اراضی و ساختمانهای فاقد سند رسمی (742, 789, 951, 809)
issue-dates (60, 30, 200, 83)
legal-notice (14, 437, 238, 549)
notice-signature: مهدی شاه مرادی - رئیس ثبت اسناد و املاک سرخه (79, 769, 238, 778)
notice-body: برابر آراء صادره هیأت موضوع قانون تعیین تکلیف وضعیت ثبتی اراضی و ساختمانهای فاقد سند رسمی مستقر در واحد ثبتی تصرفات مالکانه بلامعارض متقاضیان محرز گردیده است. لذا به منظور اطلاع عموم مراتب در دو نوبت به فاصله ۱۵ روز آگهی می‌شود در صورتی که اشخاص نسبت به صدور سند مالکیت متقاضی اعتراضی داشته باشند می‌توانند از تاریخ انتشار اولین آگهی به مدت دو ماه اعتراض خود را به این اداره تسلیم و پس از اخذ رسید ظرف مدت یک ماه از تاریخ تسلیم اعتراض دادخواست خود را به مرجع قضایی تقدیم نمایند. بدیهی است در صورت انقضای مدت مذکور و عدم وصول اعتراض طبق مقررات سند مالکیت صادر خواهد شد. (495, 221, 718, 288)
table-row (13, 1415, 224, 1427)
date-line-1: سه‌شنبه ۲۲ مهر ۱۴۰۴ (109, 34, 200, 45)
notice-body: برابر آراء صادره هیأت موضوع قانون تعیین تکلیف وضعیت ثبتی اراضی و ساختمانهای فاقد سند رسمی مستقر در واحد ثبتی تصرفات مالکانه بلامعارض متقاضیان محرز گردیده است. لذا به منظور اطلاع عموم مراتب در دو نوبت به فاصله ۱۵ روز آگهی می‌شود در صورتی که اشخاص نسبت به صدور سند مالکیت متقاضی اعتراضی داشته باشند می‌توانند از تاریخ انتشار اولین آگهی به مدت دو ماه اعتراض خود را به این اداره تسلیم و پس از اخذ رسید ظرف مدت یک ماه از تاریخ تسلیم اعتراض دادخواست خود را به مرجع قضایی تقدیم نمایند. بدیهی است در صورت انقضای مدت مذکور و عدم وصول اعتراض طبق مقررات سند مالکیت صادر خواهد شد. (255, 456, 478, 523)
notice-dates: تاریخ انتشار نوبت اول: ۱۴۰۴/۰۷/۰۶ تاریخ انتشار نوبت دوم: ۱۴۰۴/۰۷/۲۲ (539, 994, 718, 1002)
table-header-row (13, 1355, 224, 1367)
notice-signature: مهدی شاه مرادی - رئیس ثبت اسناد و املاک سرخه (79, 1005, 238, 1014)
legal-notice (14, 84, 238, 196)
table-row (13, 1391, 224, 1403)
notice-dates: تاریخ انتشار نوبت اول: ۱۴۰۴/۰۷/۰۶ تاریخ انتشار نوبت دوم: ۱۴۰۴/۰۷/۲۲ (779, 759, 958, 767)
notice-title: آگهی موضوع ماده ۳ قانون و ماده ۱۳ آیین نامه قانون تعیین تکلیف وضعیت ثبتی اراضی و ساختمانهای فاقد سند رسمی (502, 201, 711, 221)
notice-body: برابر آراء صادره هیأت موضوع قانون تعیین تکلیف وضعیت ثبتی اراضی و ساختمانهای فاقد سند رسمی مستقر در واحد ثبتی تصرفات مالکانه بلامعارض متقاضیان محرز گردیده است. لذا به منظور اطلاع عموم مراتب در دو نوبت به فاصله ۱۵ روز آگهی می‌شود در صورتی که اشخاص نسبت به صدور سند مالکیت متقاضی اعتراضی داشته باشند می‌توانند از تاریخ انتشار اولین آگهی به مدت دو ماه اعتراض خود را به این اداره تسلیم و پس از اخذ رسید ظرف مدت یک ماه از تاریخ تسلیم اعتراض دادخواست خود را به مرجع قضایی تقدیم نمایند. بدیهی است در صورت انقضای مدت مذکور و عدم وصول اعتراض طبق مقررات سند مالکیت صادر خواهد شد. (14, 456, 238, 523)
notice-signature: حمیدرضا حجتی - رئیس اداره ثبت اسناد و املاک شهرستان نهاوند (754, 299, 958, 308)
legal-notice (495, 437, 718, 549)
notice-body: برابر آراء صادره هیأت موضوع قانون تعیین تکلیف وضعیت ثبتی اراضی و ساختمانهای فاقد سند رسمی مستقر در واحد ثبتی تصرفات مالکانه بلامعارض متقاضیان محرز گردیده است. لذا به منظور اطلاع عموم مراتب در دو نوبت به فاصله ۱۵ روز آگهی می‌شود در صورتی که اشخاص نسبت به صدور سند مالکیت متقاضی اعتراضی داشته باشند می‌توانند از تاریخ انتشار اولین آگهی به مدت دو ماه اعتراض خود را به این اداره تسلیم و پس از اخذ رسید ظرف مدت یک ماه از تاریخ تسلیم اعتراض دادخواست خود را به مرجع قضایی تقدیم نمایند. بدیهی است در صورت انقضای مدت مذکور و عدم وصول اعتراض طبق مقررات سند مالکیت صادر خواهد شد. (735, 221, 958, 288)
notice-body: برابر آراء صادره هیأت موضوع قانون تعیین تکلیف وضعیت ثبتی اراضی و ساختمانهای فاقد سند رسمی مستقر در واحد ثبتی تصرفات مالکانه بلامعارض متقاضیان محرز گردیده است. لذا به منظور اطلاع عموم مراتب در دو نوبت به فاصله ۱۵ روز آگهی می‌شود در صورتی که اشخاص نسبت به صدور سند مالکیت متقاضی اعتراضی داشته باشند می‌توانند از تاریخ انتشار اولین آگهی به مدت دو ماه اعتراض خود را به این اداره تسلیم و پس از اخذ رسید ظرف مدت یک ماه از تاریخ تسلیم اعتراض دادخواست خود را به مرجع قضایی تقدیم نمایند. بدیهی است در صورت انقضای مدت مذکور و عدم وصول اعتراض طبق مقررات سند مالکیت صادر خواهد شد. (495, 104, 718, 170)
notice-body: برابر آراء صادره هیأت موضوع قانون تعیین تکلیف وضعیت ثبتی اراضی و ساختمانهای فاقد سند رسمی مستقر در واحد ثبتی تصرفات مالکانه بلامعارض متقاضیان محرز گردیده است. لذا به منظور اطلاع عموم مراتب در دو نوبت به فاصله ۱۵ روز آگهی می‌شود در صورتی که اشخاص نسبت به صدور سند مالکیت متقاضی اعتراضی داشته باشند می‌توانند از تاریخ انتشار اولین آگهی به مدت دو ماه اعتراض خود را به این اداره تسلیم و پس از اخذ رسید ظرف مدت یک ماه از تاریخ تسلیم اعتراض دادخواست خود را به مرجع قضایی تقدیم نمایند. بدیهی است در صورت انقضای مدت مذکور و عدم وصول اعتراض طبق مقررات سند مالکیت صادر خواهد شد. (255, 221, 478, 288)
boxed-advertisement (4, 1128, 232, 1455)
notice-dates: تاریخ انتشار نوبت اول: ۱۴۰۴/۰۷/۰۶ تاریخ انتشار نوبت دوم: ۱۴۰۴/۰۷/۲۲ (779, 288, 958, 296)
brand-line-2: ایران (936, 44, 958, 55)
notice-dates: تاریخ انتشار نوبت اول: ۱۴۰۴/۰۷/۰۶ تاریخ انتشار نوبت دوم: ۱۴۰۴/۰۷/۲۲ (59, 524, 238, 532)
notice-signature: مهدی شاه مرادی - رئیس ثبت اسناد و املاک سرخه (79, 534, 238, 543)
notice-dates: تاریخ انتشار نوبت اول: ۱۴۰۴/۰۷/۰۶ تاریخ انتشار نوبت دوم: ۱۴۰۴/۰۷/۲۲ (539, 759, 718, 767)
notice-title: آگهی موضوع ماده ۳ قانون و ماده ۱۳ آیین نامه قانون تعیین تکلیف وضعیت ثبتی اراضی و ساختمانهای فاقد سند رسمی (742, 201, 951, 221)
notice-title: آگهی موضوع ماده ۳ قانون و ماده ۱۳ آیین نامه قانون تعیین تکلیف وضعیت ثبتی اراضی و ساختمانهای فاقد سند رسمی (742, 672, 951, 692)
notice-body: برابر آراء صادره هیأت موضوع قانون تعیین تکلیف وضعیت ثبتی اراضی و ساختمانهای فاقد سند رسمی مستقر در واحد ثبتی تصرفات مالکانه بلامعارض متقاضیان محرز گردیده است. لذا به منظور اطلاع عموم مراتب در دو نوبت به فاصله ۱۵ روز آگهی می‌شود در صورتی که اشخاص نسبت به صدور سند مالکیت متقاضی اعتراضی داشته باشند می‌توانند از تاریخ انتشار اولین آگهی به مدت دو ماه اعتراض خود را به این اداره تسلیم و پس از اخذ رسید ظرف مدت یک ماه از تاریخ تسلیم اعتراض دادخواست خود را به مرجع قضایی تقدیم نمایند. بدیهی است در صورت انقضای مدت مذکور و عدم وصول اعتراض طبق مقررات سند مالکیت صادر خواهد شد. (14, 692, 238, 759)
table-row (13, 1367, 224, 1379)
table-cell: ۲ (196, 1379, 224, 1391)
table-cell: علی مولاوردی (114, 1391, 195, 1403)
ads-column-2 (490, 84, 722, 1436)
table-cell: ۳ (196, 1391, 224, 1403)
